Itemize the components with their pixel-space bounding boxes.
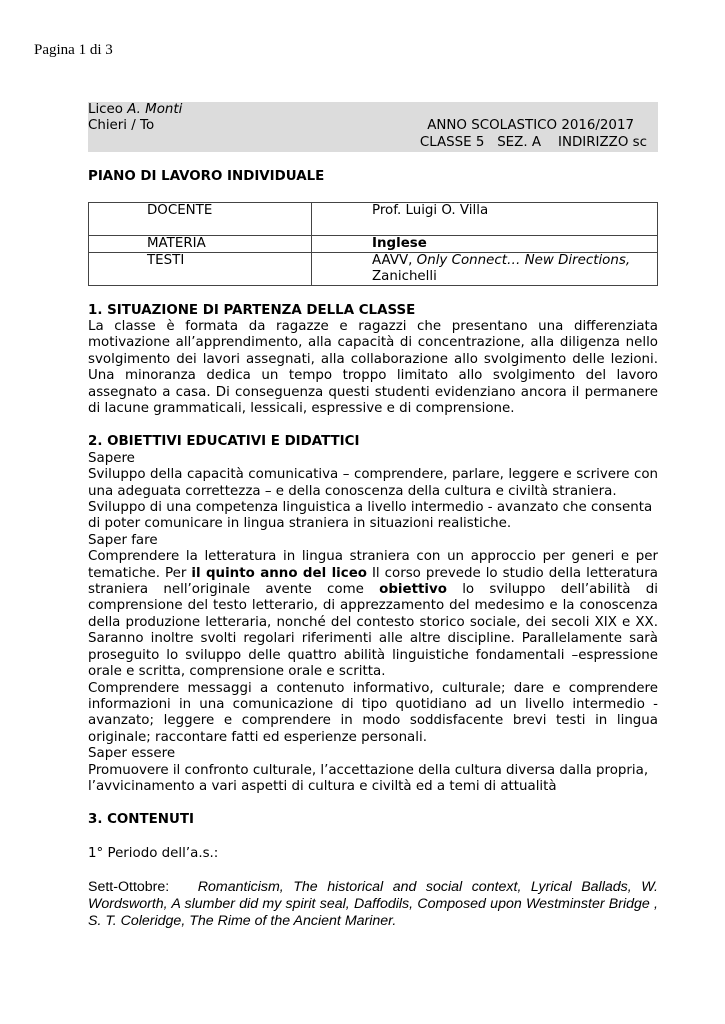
class: CLASSE 5 xyxy=(419,134,485,150)
materia-value: Inglese xyxy=(312,235,658,252)
school-header xyxy=(88,102,658,152)
month-content: Romanticism, The historical and social context, Lyrical Ballads, W. Wordsworth, A slumber did my spirit seal, Daffodils, Composed upon Westminster Bridge , S. T. Coleridge, The Rime of the Ancient Mariner. xyxy=(88,879,658,930)
doc-title: PIANO DI LAVORO INDIVIDUALE xyxy=(88,169,325,185)
sapere-label: Sapere xyxy=(88,450,135,466)
materia-label: MATERIA xyxy=(89,235,312,252)
saper-fare-p1-bold2: obiettivo xyxy=(379,582,447,598)
table-row xyxy=(89,252,658,285)
sapere-paragraph-1: Sviluppo della capacità comunicativa – comprendere, parlare, leggere e scrivere con una adeguata correttezza – e della conoscenza della cultura e civiltà straniera. xyxy=(88,467,658,499)
testi-value xyxy=(312,252,658,285)
contents-sett-ottobre xyxy=(88,879,658,930)
saper-fare-paragraph-2: Comprendere messaggi a contenuto informativo, culturale; dare e comprendere informazioni in una comunicazione di tipo quotidiano ad un livello intermedio - avanzato; leggere e comprendere in modo soddisfacente brevi testi in lingua originale; raccontare fatti ed esperienze personali. xyxy=(88,680,658,745)
school-year: ANNO SCOLASTICO 2016/2017 xyxy=(427,118,634,134)
info-table xyxy=(88,202,658,286)
saper-essere-paragraph: Promuovere il confronto culturale, l’accettazione della cultura diversa dalla propria, l’avvicinamento a vari aspetti di cultura e civiltà ed a temi di attualità xyxy=(88,762,649,794)
city-year-line xyxy=(88,118,658,134)
school-name: A. Monti xyxy=(127,102,183,117)
docente-value: Prof. Luigi O. Villa xyxy=(312,202,658,235)
city: Chieri / To xyxy=(88,118,155,134)
document-body xyxy=(88,102,658,930)
track: INDIRIZZO sc xyxy=(558,134,647,150)
table-row xyxy=(89,235,658,252)
section1-text: La classe è formata da ragazze e ragazzi che presentano una differenziata motivazione all’apprendimento, alla capacità di concentrazione, alla diligenza nello svolgimento dei lavori assegnati, alla collaborazione allo svolgimento delle lezioni. Una minoranza dedica un tempo troppo limitato allo svolgimento del lavoro assegnato a casa. Di conseguenza questi studenti evidenziano ancora il permanere di lacune grammaticali, lessicali, espressive e di comprensione. xyxy=(88,318,658,417)
testi-label: TESTI xyxy=(89,252,312,285)
sapere-paragraph-2b: di poter comunicare in lingua straniera in situazioni realistiche. xyxy=(88,516,512,532)
school-prefix: Liceo xyxy=(88,102,128,117)
docente-label: DOCENTE xyxy=(89,202,312,235)
saper-fare-p1-mid: Il corso prevede lo studio della letteratura straniera nell’originale avente come xyxy=(88,565,658,598)
testi-title: Only Connect… New Directions, xyxy=(416,252,631,268)
section3-title: 3. CONTENUTI xyxy=(88,812,194,828)
saper-fare-paragraph-1 xyxy=(88,549,658,680)
page-number: Pagina 1 di 3 xyxy=(34,42,113,58)
school-line xyxy=(88,102,658,118)
month-label: Sett-Ottobre: xyxy=(88,879,170,896)
class-line xyxy=(88,135,658,151)
saper-fare-label: Saper fare xyxy=(88,532,158,548)
saper-fare-p1-end: lo sviluppo dell’abilità di comprensione del testo letterario, di apprezzamento del medesimo e la conoscenza della produzione letteraria, nonché del contesto storico sociale, dei secoli XIX e XX. Saranno inoltre svolti regolari riferimenti alle altre discipline. Parallelamente sarà proseguito lo sviluppo delle quattro abilità linguistiche fondamentali –espressione orale e scritta, comprensione orale e scritta. xyxy=(88,582,658,680)
saper-fare-p1-start: Comprendere la letteratura in lingua straniera con un approccio per generi e per tematiche. Per xyxy=(88,549,658,581)
saper-fare-p1-bold1: il quinto anno del liceo xyxy=(191,565,367,581)
table-row xyxy=(89,202,658,235)
section-label: SEZ. A xyxy=(497,134,541,150)
testi-publisher: Zanichelli xyxy=(372,268,437,284)
sapere-paragraph-2a: Sviluppo di una competenza linguistica a livello intermedio - avanzato che consenta xyxy=(88,500,653,516)
section1-title: 1. SITUAZIONE DI PARTENZA DELLA CLASSE xyxy=(88,302,416,318)
section2-title: 2. OBIETTIVI EDUCATIVI E DIDATTICI xyxy=(88,434,360,450)
testi-prefix: AAVV, xyxy=(372,252,417,268)
saper-essere-label: Saper essere xyxy=(88,746,176,762)
period-heading: 1° Periodo dell’a.s.: xyxy=(88,845,219,861)
